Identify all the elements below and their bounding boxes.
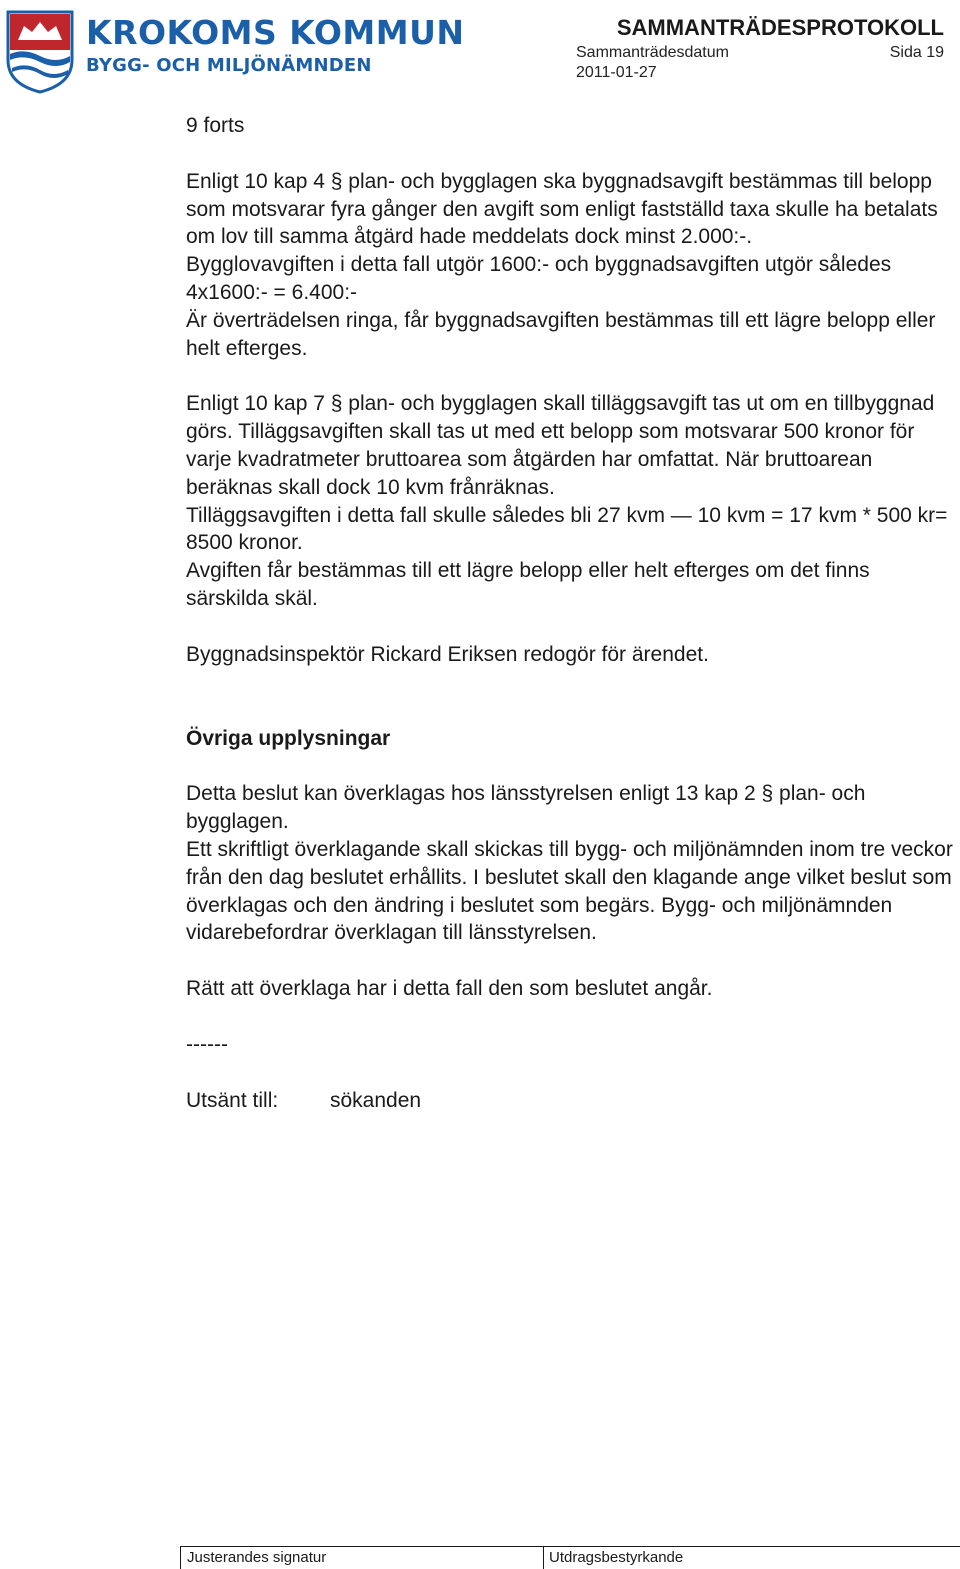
paragraph-minor-offense: Är överträdelsen ringa, får byggnadsavgiften bestämmas till ett lägre belopp eller helt efterges. — [186, 308, 936, 360]
krokoms-logo — [6, 10, 465, 94]
document-type: SAMMANTRÄDESPROTOKOLL — [616, 15, 944, 40]
paragraph-inspector: Byggnadsinspektör Rickard Eriksen redogör för ärendet. — [186, 642, 709, 666]
paragraph-appeal-process: Ett skriftligt överklagande skall skickas till bygg- och miljönämnden inom tre veckor från den dag beslutet erhållits. I beslutet skall den klagande ange vilket beslut som överklagas och den ändring i beslutet som begärs. Bygg- och miljönämnden vidarebefordrar överklagan till länsstyrelsen. — [186, 837, 953, 945]
paragraph-additional-fee: Enligt 10 kap 7 § plan- och bygglagen skall tilläggsavgift tas ut om en tillbyggnad görs. Tilläggsavgiften skall tas ut med ett belopp som motsvarar 500 kronor för varje kvadratmeter bruttoarea som åtgärden har omfattat. När bruttoarean beräknas skall dock 10 kvm frånräknas. — [186, 392, 935, 499]
protocol-info — [564, 14, 944, 82]
logo-title: KROKOMS KOMMUN — [86, 13, 465, 52]
signature-footer — [180, 1546, 960, 1569]
section-heading-ovriga: Övriga upplysningar — [186, 726, 391, 750]
sent-to-row — [186, 1087, 956, 1115]
paragraph-fee-calculation: Bygglovavgiften i detta fall utgör 1600:- och byggnadsavgiften utgör således 4x1600:- = 6.400:- — [186, 253, 892, 304]
page-number: Sida 19 — [889, 44, 944, 61]
certification-label: Utdragsbestyrkande — [549, 1549, 684, 1566]
paragraph-reduction: Avgiften får bestämmas till ett lägre belopp eller helt efterges om det finns särskilda skäl. — [186, 559, 870, 610]
sent-to-value: sökanden — [330, 1088, 422, 1112]
coat-of-arms-icon — [6, 10, 74, 94]
sent-to-label: Utsänt till: — [186, 1088, 279, 1112]
document-body — [186, 112, 956, 1115]
footer-divider — [543, 1547, 544, 1569]
separator-line: ------ — [186, 1032, 228, 1056]
section-reference: 9 forts — [186, 114, 245, 137]
paragraph-appeal: Detta beslut kan överklagas hos länsstyrelsen enligt 13 kap 2 § plan- och bygglagen. — [186, 782, 866, 834]
paragraph-building-fee: Enligt 10 kap 4 § plan- och bygglagen ska byggnadsavgift bestämmas till belopp som motsvarar fyra gånger den avgift som enligt fastställd taxa skulle ha betalats om lov till samma åtgärd hade meddelats dock minst 2.000:-. — [186, 169, 938, 249]
signature-label: Justerandes signatur — [187, 1549, 327, 1566]
meeting-date-label: Sammanträdesdatum — [576, 44, 729, 61]
paragraph-additional-calc: Tilläggsavgiften i detta fall skulle således bli 27 kvm — 10 kvm = 17 kvm * 500 kr= 8500 kronor. — [186, 503, 948, 555]
logo-subtitle: BYGG- OCH MILJÖNÄMNDEN — [86, 55, 372, 76]
paragraph-appeal-right: Rätt att överklaga har i detta fall den som beslutet angår. — [186, 977, 713, 1001]
meeting-date: 2011-01-27 — [576, 64, 657, 81]
page-header — [0, 0, 960, 100]
